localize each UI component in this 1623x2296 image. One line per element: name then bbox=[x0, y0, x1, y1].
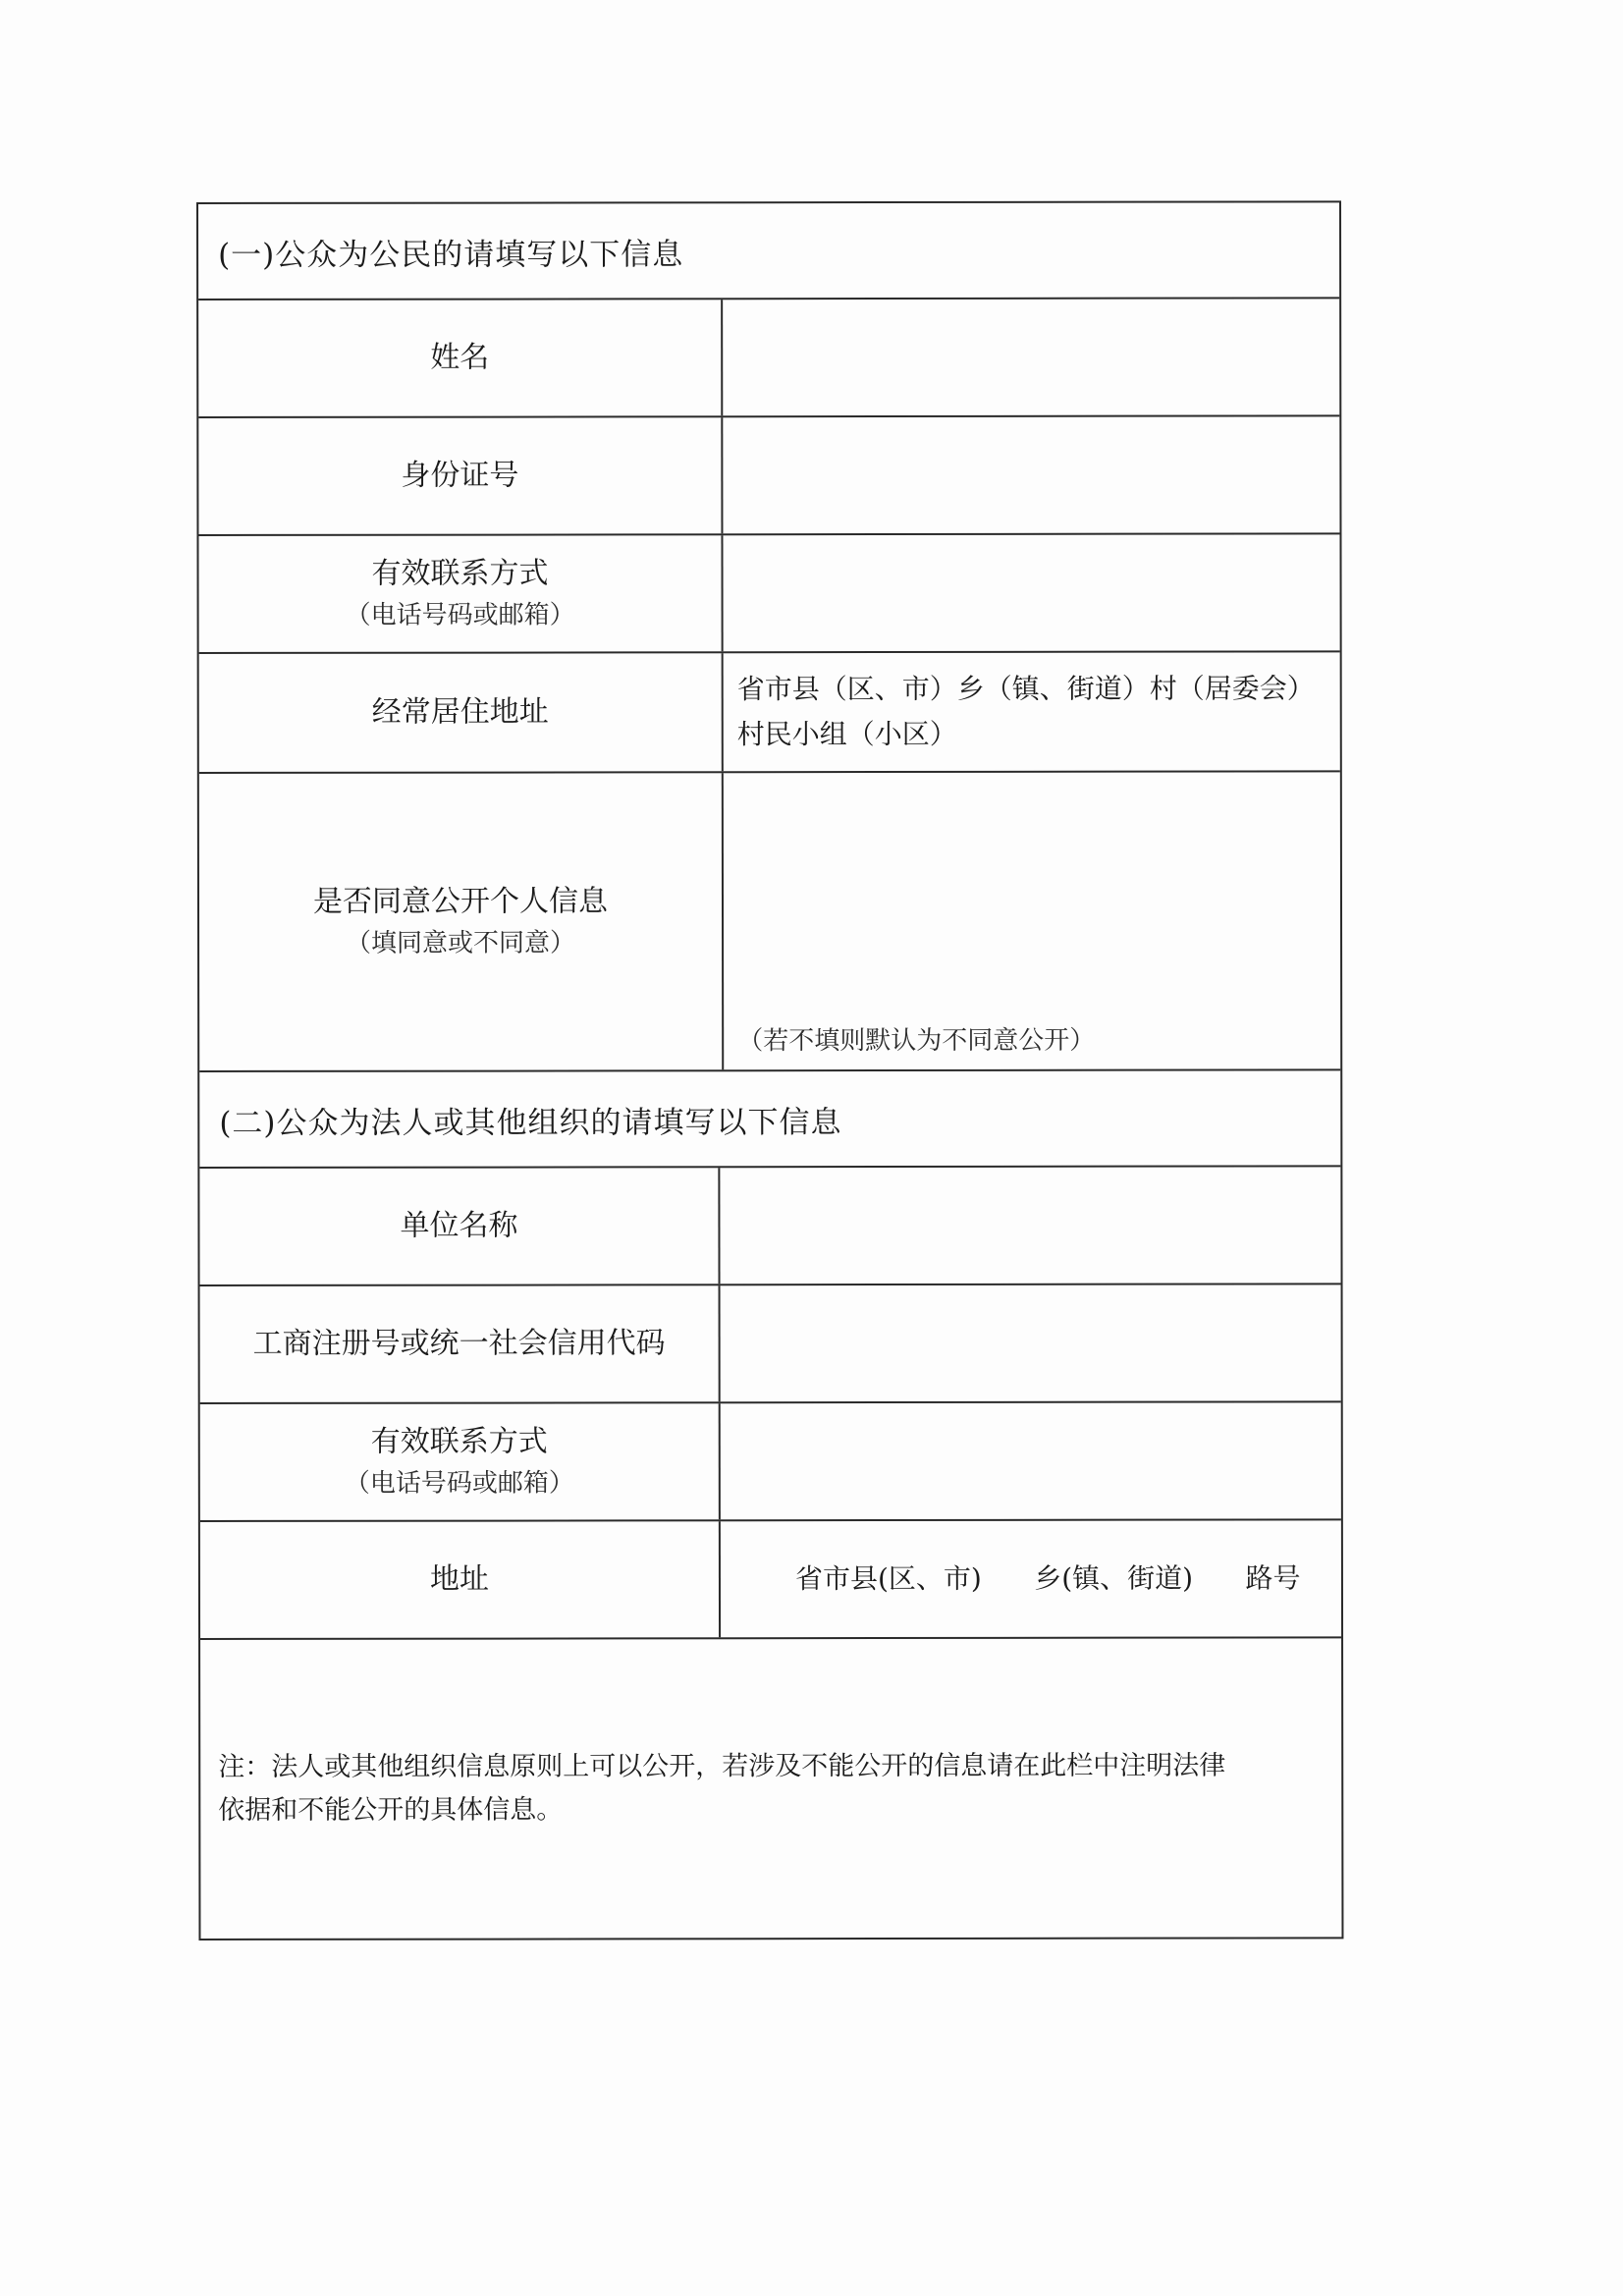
note-line2: 依据和不能公开的具体信息。 bbox=[218, 1794, 564, 1826]
org-contact-label bbox=[200, 1403, 721, 1520]
consent-field[interactable] bbox=[724, 772, 1340, 1069]
unit-label-text: 单位名称 bbox=[400, 1208, 518, 1243]
id-label-text: 身份证号 bbox=[401, 458, 519, 493]
name-label-text: 姓名 bbox=[430, 340, 490, 375]
org-address-row bbox=[200, 1518, 1341, 1638]
consent-default-text: （若不填则默认为不同意公开） bbox=[737, 1025, 1096, 1057]
org-address-field[interactable] bbox=[721, 1520, 1341, 1637]
contact-label-text: 有效联系方式 bbox=[371, 556, 549, 591]
contact-label bbox=[198, 535, 723, 652]
note-row bbox=[200, 1636, 1341, 1939]
org-contact-field[interactable] bbox=[721, 1402, 1341, 1519]
section2-header-row bbox=[199, 1068, 1340, 1167]
residence-field[interactable] bbox=[724, 652, 1340, 771]
residence-label bbox=[199, 653, 724, 772]
section2-title: (二)公众为法人或其他组织的请填写以下信息 bbox=[219, 1104, 842, 1141]
name-label bbox=[198, 300, 723, 416]
org-address-label bbox=[200, 1521, 721, 1638]
unit-field[interactable] bbox=[720, 1167, 1340, 1284]
info-form-table bbox=[196, 200, 1343, 1941]
org-address-label-text: 地址 bbox=[429, 1561, 489, 1597]
unit-label bbox=[199, 1168, 720, 1285]
org-address-text: 省市县(区、市) 乡(镇、街道) 路号 bbox=[794, 1561, 1301, 1596]
unit-row bbox=[199, 1165, 1340, 1285]
reg-label-text: 工商注册号或统一社会信用代码 bbox=[252, 1326, 666, 1361]
reg-label bbox=[200, 1285, 721, 1402]
org-contact-label-text: 有效联系方式 bbox=[370, 1424, 548, 1459]
org-contact-label-sub: （电话号码或邮箱） bbox=[344, 1468, 574, 1499]
id-label bbox=[198, 417, 723, 534]
contact-row bbox=[198, 532, 1339, 652]
note-line1: 注：法人或其他组织信息原则上可以公开，若涉及不能公开的信息请在此栏中注明法律 bbox=[218, 1750, 1226, 1782]
contact-label-sub: （电话号码或邮箱） bbox=[345, 600, 575, 630]
note-field[interactable] bbox=[200, 1639, 1243, 1939]
name-row bbox=[198, 297, 1339, 416]
section1-header-row bbox=[198, 202, 1339, 299]
consent-label-text: 是否同意公开个人信息 bbox=[312, 884, 609, 919]
residence-label-text: 经常居住地址 bbox=[371, 694, 549, 730]
id-field[interactable] bbox=[723, 416, 1339, 533]
name-field[interactable] bbox=[723, 299, 1339, 415]
reg-row bbox=[200, 1283, 1341, 1402]
residence-line1: 省市县（区、市）乡（镇、街道）村（居委会） bbox=[736, 672, 1315, 706]
consent-label bbox=[199, 773, 724, 1070]
consent-label-sub: （填同意或不同意） bbox=[346, 928, 576, 958]
residence-line2: 村民小组（小区） bbox=[736, 717, 957, 751]
contact-field[interactable] bbox=[723, 534, 1339, 651]
reg-field[interactable] bbox=[721, 1285, 1341, 1401]
residence-row bbox=[199, 650, 1340, 772]
org-contact-row bbox=[200, 1400, 1341, 1520]
id-row bbox=[198, 414, 1339, 534]
consent-row bbox=[199, 770, 1340, 1070]
section1-title: (一)公众为公民的请填写以下信息 bbox=[218, 236, 684, 273]
